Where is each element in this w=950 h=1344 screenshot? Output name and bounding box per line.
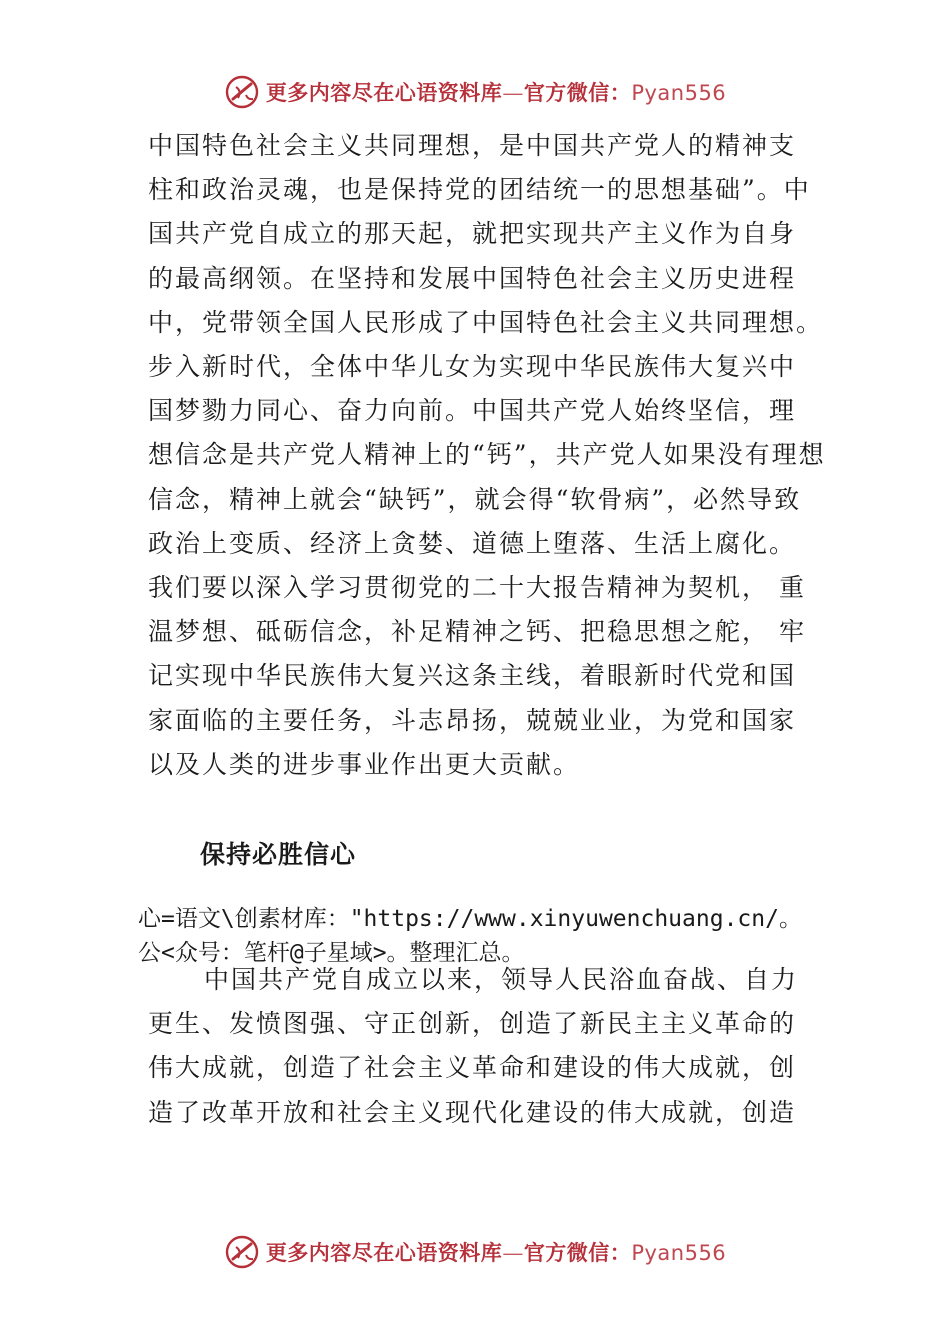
paragraph-line: 步入新时代，全体中华儿女为实现中华民族伟大复兴中	[148, 352, 797, 382]
source-line: 公<众号：笔杆@子星域>。整理汇总。	[138, 940, 525, 966]
paragraph-line: 造了改革开放和社会主义现代化建设的伟大成就，创造	[148, 1097, 797, 1127]
paragraph-line: 记实现中华民族伟大复兴这条主线，着眼新时代党和国	[148, 661, 797, 691]
paragraph-line: 中，党带领全国人民形成了中国特色社会主义共同理想。	[148, 307, 824, 337]
footer-banner	[0, 1230, 950, 1274]
source-line: 心=语文\创素材库："https://www.xinyuwenchuang.cn/。	[138, 906, 802, 932]
paragraph-line: 温梦想、砥砺信念，补足精神之钙、把稳思想之舵， 牢	[148, 617, 806, 647]
paragraph-line: 想信念是共产党人精神上的“钙”，共产党人如果没有理想	[148, 440, 826, 470]
paragraph-line: 以及人类的进步事业作出更大贡献。	[148, 749, 581, 779]
paragraph-line: 中国共产党自成立以来，领导人民浴血奋战、自力	[204, 965, 799, 994]
body-paragraph-1	[148, 124, 828, 787]
paragraph-line: 柱和政治灵魂，也是保持党的团结统一的思想基础”。中	[148, 175, 811, 205]
pen-scroll-logo-icon	[224, 74, 260, 110]
section-heading: 保持必胜信心	[200, 840, 357, 869]
paragraph-line: 信念，精神上就会“缺钙”，就会得“软骨病”，必然导致	[148, 484, 802, 514]
paragraph-line: 的最高纲领。在坚持和发展中国特色社会主义历史进程	[148, 263, 797, 293]
header-banner	[0, 70, 950, 114]
body-paragraph-2	[148, 958, 828, 1135]
banner-text: 更多内容尽在心语资料库—官方微信：Pyan556	[265, 80, 727, 105]
paragraph-line: 国共产党自成立的那天起，就把实现共产主义作为自身	[148, 219, 797, 249]
paragraph-line: 我们要以深入学习贯彻党的二十大报告精神为契机， 重	[148, 573, 806, 603]
paragraph-line: 中国特色社会主义共同理想，是中国共产党人的精神支	[148, 131, 797, 160]
pen-scroll-logo-icon	[224, 1234, 260, 1270]
banner-text: 更多内容尽在心语资料库—官方微信：Pyan556	[265, 1240, 727, 1265]
paragraph-line: 伟大成就，创造了社会主义革命和建设的伟大成就，创	[148, 1053, 797, 1083]
paragraph-line: 家面临的主要任务，斗志昂扬，兢兢业业，为党和国家	[148, 705, 797, 735]
paragraph-line: 政治上变质、经济上贪婪、道德上堕落、生活上腐化。	[148, 528, 797, 558]
paragraph-line: 国梦勠力同心、奋力向前。中国共产党人始终坚信，理	[148, 396, 797, 426]
paragraph-line: 更生、发愤图强、守正创新，创造了新民主主义革命的	[148, 1009, 797, 1039]
